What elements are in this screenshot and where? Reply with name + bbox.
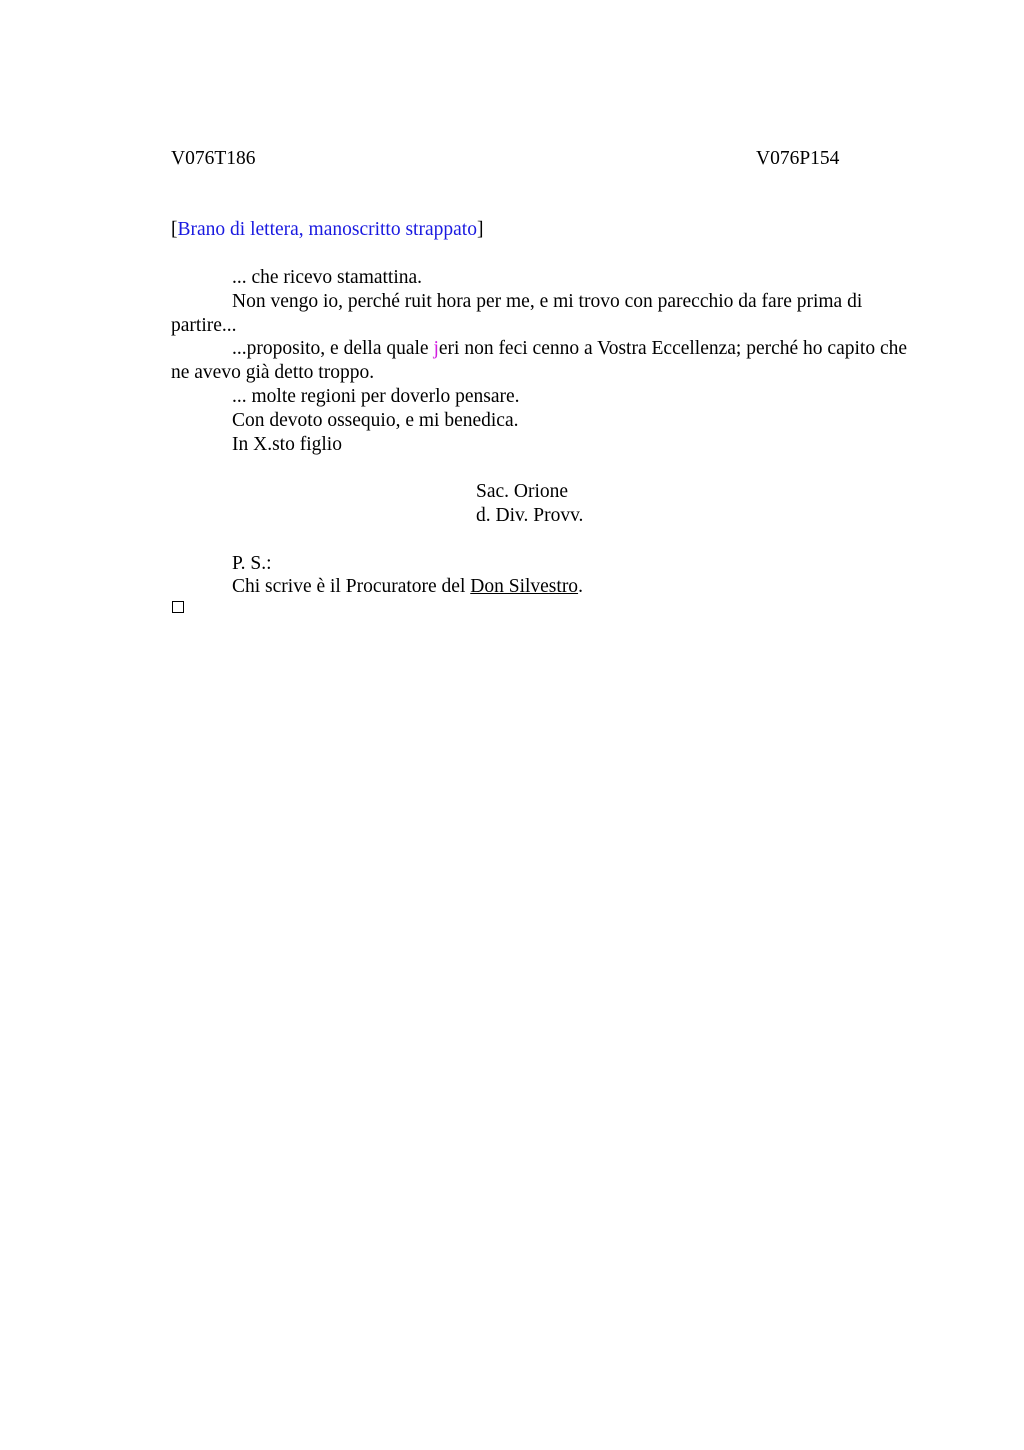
letter-body	[171, 266, 921, 599]
paragraph-5: Con devoto ossequio, e mi benedica.	[232, 409, 519, 431]
signature-congregation: d. Div. Provv.	[476, 504, 584, 526]
underlined-name: Don Silvestro	[470, 576, 579, 598]
paragraph-2: Non vengo io, perché ruit hora per me, e mi trovo con parecchio da fare prima di partire...	[171, 290, 863, 336]
note-text: Brano di lettera, manoscritto strappato	[177, 219, 477, 240]
spacer	[171, 456, 921, 480]
note-open-bracket: [	[171, 219, 178, 240]
signature-block	[171, 480, 921, 528]
paragraph-3	[171, 337, 921, 385]
highlighted-letter: j	[433, 338, 439, 360]
postscript-start: Chi scrive è il Procuratore del	[232, 576, 471, 598]
paragraph-3-start: ...proposito, e della quale	[232, 338, 434, 360]
paragraph-6: In X.sto figlio	[232, 433, 342, 455]
postscript-end: .	[578, 576, 583, 598]
signature-name: Sac. Orione	[476, 481, 569, 503]
paragraph-3-end: eri non feci cenno a Vostra Eccellenza; perché ho capito che ne avevo già detto troppo.	[171, 338, 908, 384]
editorial-note	[171, 218, 483, 242]
document-code-right: V076P154	[756, 148, 840, 169]
end-marker-box	[172, 601, 184, 613]
paragraph-4: ... molte regioni per doverlo pensare.	[232, 385, 520, 407]
postscript-text	[171, 575, 921, 599]
spacer	[171, 528, 921, 552]
paragraph-1: ... che ricevo stamattina.	[232, 267, 423, 288]
postscript-label: P. S.:	[232, 552, 272, 574]
note-close-bracket: ]	[476, 219, 484, 240]
document-code-left: V076T186	[171, 148, 256, 169]
